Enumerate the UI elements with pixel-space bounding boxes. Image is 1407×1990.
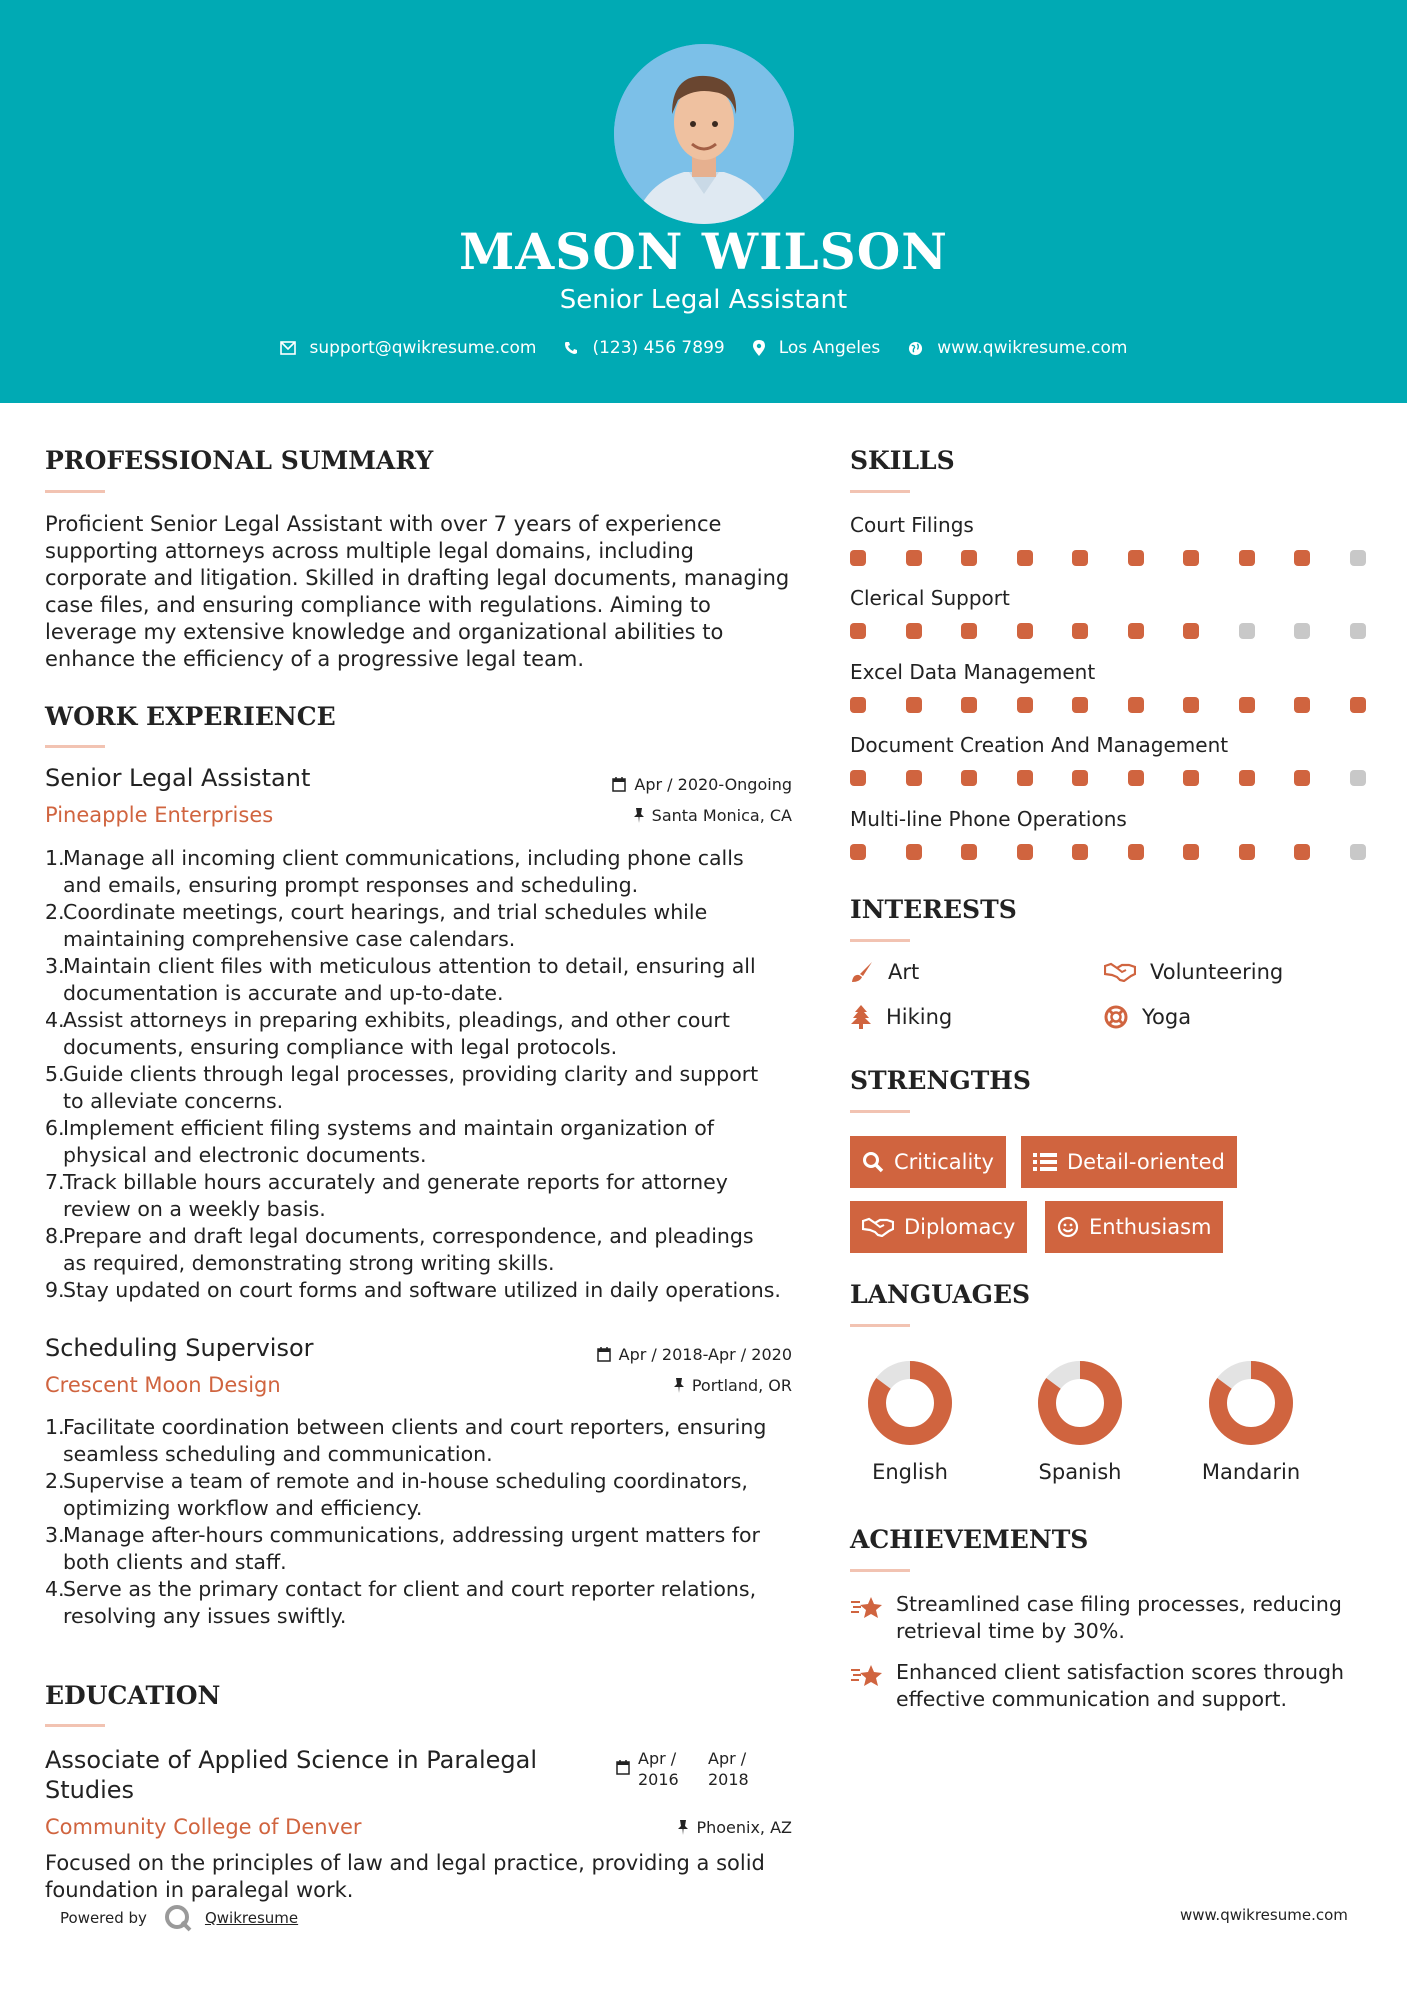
skill-dot <box>1294 697 1310 713</box>
skill-dot <box>1017 844 1033 860</box>
contact-phone[interactable] <box>564 338 724 358</box>
skill-dot <box>1017 623 1033 639</box>
list-item: 2. Coordinate meetings, court hearings, and trial schedules while maintaining comprehensive case calendars. <box>45 900 708 951</box>
job-company: Crescent Moon Design <box>45 1373 281 1397</box>
skill-dot <box>1350 623 1366 639</box>
strength-label: Detail-oriented <box>1067 1150 1225 1174</box>
duty-line: Facilitate coordination between clients and court reporters, ensuring <box>63 1415 767 1439</box>
summary-heading: PROFESSIONAL SUMMARY <box>45 446 434 475</box>
skill-dot <box>1183 770 1199 786</box>
skill-dot <box>1239 770 1255 786</box>
education-desc-line: foundation in paralegal work. <box>45 1878 354 1902</box>
duty-line: Stay updated on court forms and software utilized in daily operations. <box>63 1278 781 1302</box>
start-month: Apr / <box>638 1749 677 1768</box>
list-item: 1. Facilitate coordination between clients and court reporters, ensuring seamless scheduling and communication. <box>45 1415 767 1466</box>
language-name: Spanish <box>1038 1460 1122 1484</box>
work-heading: WORK EXPERIENCE <box>45 702 336 731</box>
end-month: Apr / <box>708 1749 747 1768</box>
job-location <box>500 1376 792 1395</box>
list-item: 8. Prepare and draft legal documents, correspondence, and pleadings as required, demonstrating strong writing skills. <box>45 1224 754 1275</box>
contact-phone-text: (123) 456 7899 <box>592 338 725 358</box>
interest-label: Volunteering <box>1150 960 1284 984</box>
paintbrush-icon <box>850 961 874 983</box>
duty-line: to alleviate concerns. <box>63 1089 284 1113</box>
profile-photo <box>614 44 794 224</box>
calendar-icon <box>616 1760 630 1775</box>
languages-heading: LANGUAGES <box>850 1280 1031 1309</box>
job-dates <box>500 1345 792 1364</box>
skill-dot <box>1128 623 1144 639</box>
skill-dot <box>1128 550 1144 566</box>
skill-dot <box>1017 697 1033 713</box>
skill-dot <box>961 844 977 860</box>
interest-item <box>850 960 919 984</box>
skill-name: Clerical Support <box>850 586 1010 610</box>
duty-line: seamless scheduling and communication. <box>63 1442 493 1466</box>
skill-dot <box>1072 550 1088 566</box>
achievements-heading: ACHIEVEMENTS <box>850 1525 1089 1554</box>
skill-name: Court Filings <box>850 513 974 537</box>
contact-email[interactable] <box>280 338 537 358</box>
job-dates-text: Apr / 2018-Apr / 2020 <box>618 1345 792 1364</box>
contact-location <box>753 338 881 358</box>
education-description <box>45 1850 765 1904</box>
skills-heading: SKILLS <box>850 446 955 475</box>
skill-dot <box>1294 770 1310 786</box>
powered-by <box>60 1903 298 1933</box>
shooting-star-icon <box>850 1661 884 1689</box>
skill-dot <box>961 770 977 786</box>
language-item <box>1020 1358 1140 1484</box>
skill-dot <box>850 697 866 713</box>
skill-dot <box>850 770 866 786</box>
skill-dot <box>1128 844 1144 860</box>
list-item: 4. Assist attorneys in preparing exhibits, pleadings, and other court documents, ensuring compliance with legal protocols. <box>45 1008 730 1059</box>
skill-dot <box>1294 844 1310 860</box>
achievement-text <box>896 1659 1344 1713</box>
interest-item <box>1104 960 1283 984</box>
education-location-text: Phoenix, AZ <box>696 1818 792 1837</box>
summary-text <box>45 511 789 673</box>
skill-dot <box>1239 550 1255 566</box>
tree-icon <box>850 1005 872 1029</box>
strength-chip <box>850 1136 1006 1188</box>
language-donut <box>1035 1358 1125 1448</box>
skill-dot <box>906 623 922 639</box>
list-item: 1. Manage all incoming client communications, including phone calls and emails, ensuring prompt responses and scheduling. <box>45 846 744 897</box>
skill-dot <box>961 550 977 566</box>
summary-rule <box>45 490 105 493</box>
job-title: Scheduling Supervisor <box>45 1334 314 1362</box>
skill-dot <box>906 550 922 566</box>
list-item: 6. Implement efficient filing systems and maintain organization of physical and electronic documents. <box>45 1116 715 1167</box>
skill-dot <box>906 770 922 786</box>
pin-icon <box>674 1378 684 1393</box>
skill-dot <box>1294 623 1310 639</box>
duty-line: documentation is accurate and up-to-date. <box>63 981 504 1005</box>
skill-dot <box>1183 844 1199 860</box>
languages-rule <box>850 1324 910 1327</box>
skill-dot <box>1183 550 1199 566</box>
skill-rating <box>850 623 1360 641</box>
skill-dot <box>1239 844 1255 860</box>
interest-item <box>1104 1005 1191 1029</box>
interests-rule <box>850 939 910 942</box>
duty-line: physical and electronic documents. <box>63 1143 427 1167</box>
summary-line: leverage my extensive knowledge and organizational abilities to <box>45 620 724 644</box>
skill-dot <box>1350 697 1366 713</box>
achievement-item <box>850 1659 1370 1713</box>
achievement-line: Enhanced client satisfaction scores through <box>896 1660 1345 1684</box>
duty-line: Manage after-hours communications, addressing urgent matters for <box>63 1523 760 1547</box>
degree-line: Studies <box>45 1776 135 1804</box>
contact-location-text: Los Angeles <box>778 338 881 358</box>
language-name: Mandarin <box>1201 1460 1301 1484</box>
summary-line: corporate and litigation. Skilled in drafting legal documents, managing <box>45 566 790 590</box>
interest-label: Yoga <box>1142 1005 1192 1029</box>
education-desc-line: Focused on the principles of law and legal practice, providing a solid <box>45 1851 765 1875</box>
language-item <box>1191 1358 1311 1484</box>
job-location-text: Portland, OR <box>691 1376 792 1395</box>
skill-rating <box>850 770 1360 788</box>
skill-dot <box>850 844 866 860</box>
skill-dot <box>906 697 922 713</box>
duty-line: Manage all incoming client communications, including phone calls <box>63 846 744 870</box>
duty-line: review on a weekly basis. <box>63 1197 326 1221</box>
job-dates <box>500 775 792 794</box>
education-dates <box>616 1748 749 1790</box>
strength-label: Enthusiasm <box>1089 1215 1212 1239</box>
education-rule <box>45 1724 105 1727</box>
interest-item <box>850 1005 952 1029</box>
job-dates-text: Apr / 2020-Ongoing <box>634 775 792 794</box>
duty-line: both clients and staff. <box>63 1550 287 1574</box>
education-heading: EDUCATION <box>45 1681 221 1710</box>
contact-email-text: support@qwikresume.com <box>309 338 537 358</box>
duty-line: Implement efficient filing systems and maintain organization of <box>63 1116 715 1140</box>
duty-line: Serve as the primary contact for client and court reporter relations, <box>63 1577 757 1601</box>
language-donut <box>865 1358 955 1448</box>
duty-line: maintaining comprehensive case calendars. <box>63 927 516 951</box>
duty-line: Maintain client files with meticulous attention to detail, ensuring all <box>63 954 756 978</box>
summary-line: case files, and ensuring compliance with regulations. Aiming to <box>45 593 711 617</box>
list-item: 4. Serve as the primary contact for client and court reporter relations, resolving any issues swiftly. <box>45 1577 757 1628</box>
skill-dot <box>961 697 977 713</box>
skill-dot <box>1128 770 1144 786</box>
globe-icon <box>908 341 923 356</box>
search-icon <box>862 1151 884 1173</box>
skill-dot <box>1239 697 1255 713</box>
interest-label: Hiking <box>886 1005 953 1029</box>
skills-rule <box>850 490 910 493</box>
job-title: Senior Legal Assistant <box>45 764 311 792</box>
skill-dot <box>1072 770 1088 786</box>
duty-line: and emails, ensuring prompt responses and scheduling. <box>63 873 639 897</box>
job-duties <box>45 1414 795 1630</box>
job-duties <box>45 845 795 1304</box>
education-end <box>708 1748 749 1790</box>
skill-name: Excel Data Management <box>850 660 1096 684</box>
achievement-line: Streamlined case filing processes, reducing <box>896 1592 1342 1616</box>
list-item: 5. Guide clients through legal processes, providing clarity and support to alleviate concerns. <box>45 1062 759 1113</box>
skill-dot <box>1350 770 1366 786</box>
skill-dot <box>850 550 866 566</box>
strengths-heading: STRENGTHS <box>850 1066 1031 1095</box>
skill-dot <box>1128 697 1144 713</box>
school-name: Community College of Denver <box>45 1815 362 1839</box>
list-item: 3. Maintain client files with meticulous attention to detail, ensuring all documentation is accurate and up-to-date. <box>45 954 756 1005</box>
skill-dot <box>1239 623 1255 639</box>
map-marker-icon <box>753 340 765 356</box>
duty-line: Track billable hours accurately and generate reports for attorney <box>63 1170 728 1194</box>
envelope-icon <box>280 341 296 355</box>
skill-rating <box>850 844 1360 862</box>
calendar-icon <box>612 777 626 792</box>
job-company: Pineapple Enterprises <box>45 803 274 827</box>
handshake-icon <box>862 1217 894 1237</box>
resume-header <box>0 0 1407 403</box>
skill-dot <box>906 844 922 860</box>
duty-line: documents, ensuring compliance with legal protocols. <box>63 1035 618 1059</box>
skill-dot <box>1294 550 1310 566</box>
summary-line: Proficient Senior Legal Assistant with over 7 years of experience <box>45 512 722 536</box>
list-item: 9. Stay updated on court forms and software utilized in daily operations. <box>45 1278 781 1302</box>
skill-rating <box>850 550 1360 568</box>
contact-website[interactable] <box>908 338 1127 358</box>
shooting-star-icon <box>850 1593 884 1621</box>
education-location <box>500 1818 792 1837</box>
list-item: 7. Track billable hours accurately and generate reports for attorney review on a weekly basis. <box>45 1170 728 1221</box>
list-item: 2. Supervise a team of remote and in-house scheduling coordinators, optimizing workflow and efficiency. <box>45 1469 748 1520</box>
achievement-item <box>850 1591 1370 1645</box>
language-donut <box>1206 1358 1296 1448</box>
end-year: 2018 <box>708 1770 749 1789</box>
skill-dot <box>1183 697 1199 713</box>
skill-dot <box>1072 697 1088 713</box>
summary-line: enhance the efficiency of a progressive legal team. <box>45 647 585 671</box>
strength-chip <box>1045 1201 1223 1253</box>
smile-icon <box>1057 1216 1079 1238</box>
qwikresume-link[interactable]: Qwikresume <box>204 1909 299 1927</box>
achievement-line: effective communication and support. <box>896 1687 1287 1711</box>
list-icon <box>1033 1153 1057 1171</box>
duty-line: as required, demonstrating strong writing skills. <box>63 1251 555 1275</box>
skill-dot <box>850 623 866 639</box>
lifering-icon <box>1104 1005 1128 1029</box>
achievement-line: retrieval time by 30%. <box>896 1619 1125 1643</box>
duty-line: Guide clients through legal processes, providing clarity and support <box>63 1062 759 1086</box>
skill-dot <box>1017 770 1033 786</box>
interests-heading: INTERESTS <box>850 895 1017 924</box>
strength-chip <box>1021 1136 1237 1188</box>
skill-dot <box>961 623 977 639</box>
handshake-icon <box>1104 962 1136 982</box>
job-location <box>500 806 792 825</box>
skill-dot <box>1183 623 1199 639</box>
footer-website[interactable]: www.qwikresume.com <box>1180 1906 1348 1924</box>
summary-line: supporting attorneys across multiple legal domains, including <box>45 539 694 563</box>
candidate-name: MASON WILSON <box>459 222 948 281</box>
skill-dot <box>1017 550 1033 566</box>
education-start <box>638 1748 708 1790</box>
job-location-text: Santa Monica, CA <box>651 806 792 825</box>
contact-website-text: www.qwikresume.com <box>937 338 1128 358</box>
achievement-text <box>896 1591 1342 1645</box>
pin-icon <box>678 1820 688 1835</box>
duty-line: Assist attorneys in preparing exhibits, pleadings, and other court <box>63 1008 730 1032</box>
powered-by-text: Powered by <box>60 1909 147 1927</box>
phone-icon <box>564 341 578 355</box>
start-year: 2016 <box>638 1770 679 1789</box>
strength-chip <box>850 1201 1027 1253</box>
duty-line: Coordinate meetings, court hearings, and trial schedules while <box>63 900 708 924</box>
skill-dot <box>1350 844 1366 860</box>
duty-line: resolving any issues swiftly. <box>63 1604 347 1628</box>
skill-name: Multi-line Phone Operations <box>850 807 1127 831</box>
strengths-rule <box>850 1110 910 1113</box>
strength-label: Diplomacy <box>904 1215 1016 1239</box>
duty-line: Prepare and draft legal documents, correspondence, and pleadings <box>63 1224 754 1248</box>
list-item: 3. Manage after-hours communications, addressing urgent matters for both clients and staff. <box>45 1523 760 1574</box>
duty-line: optimizing workflow and efficiency. <box>63 1496 423 1520</box>
skill-name: Document Creation And Management <box>850 733 1229 757</box>
interest-label: Art <box>888 960 920 984</box>
language-item <box>850 1358 970 1484</box>
skill-dot <box>1072 844 1088 860</box>
degree-title <box>45 1745 537 1805</box>
pin-icon <box>634 808 644 823</box>
skill-dot <box>1350 550 1366 566</box>
work-rule <box>45 745 105 748</box>
candidate-title: Senior Legal Assistant <box>559 285 848 315</box>
contact-bar <box>0 338 1407 358</box>
degree-line: Associate of Applied Science in Paralegal <box>45 1746 537 1774</box>
skill-rating <box>850 697 1360 715</box>
qwikresume-logo-icon <box>163 1903 193 1933</box>
strength-label: Criticality <box>894 1150 994 1174</box>
achievements-rule <box>850 1569 910 1572</box>
duty-line: Supervise a team of remote and in-house scheduling coordinators, <box>63 1469 748 1493</box>
language-name: English <box>872 1460 948 1484</box>
skill-dot <box>1072 623 1088 639</box>
calendar-icon <box>597 1347 611 1362</box>
